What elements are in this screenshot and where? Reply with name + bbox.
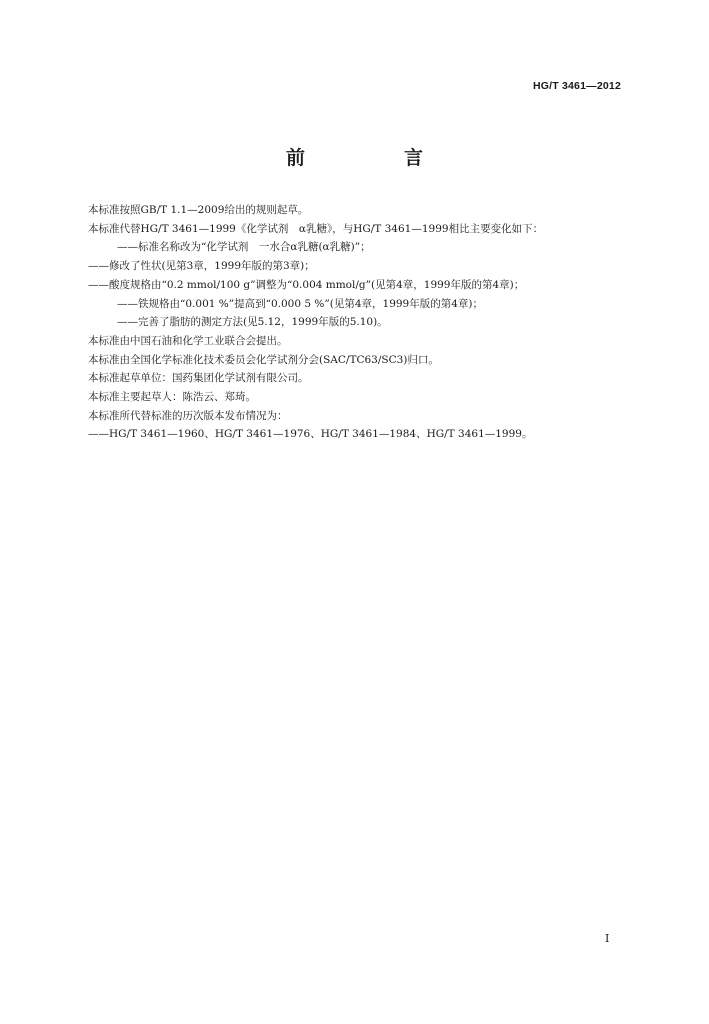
list-item: ——修改了性状(见第3章，1999年版的第3章)； — [88, 260, 315, 273]
list-item: ——酸度规格由“0.2 mmol/100 g”调整为“0.004 mmol/g”(见第4章，1999年版的第4章)； — [88, 278, 525, 291]
list-item: ——标准名称改为“化学试剂 一水合α乳糖(α乳糖)”； — [117, 241, 371, 254]
list-item: ——HG/T 3461—1960、HG/T 3461—1976、HG/T 3461—1984、HG/T 3461—1999。 — [88, 428, 533, 441]
page-number: I — [605, 932, 610, 945]
paragraph-line: 本标准所代替标准的历次版本发布情况为： — [88, 409, 288, 422]
paragraph-line: 本标准起草单位：国药集团化学试剂有限公司。 — [88, 372, 309, 385]
paragraph-line: 本标准由中国石油和化学工业联合会提出。 — [88, 334, 288, 347]
paragraph-line: 本标准主要起草人：陈浩云、郑琦。 — [88, 391, 256, 404]
paragraph-line: 本标准由全国化学标准化技术委员会化学试剂分会(SAC/TC63/SC3)归口。 — [88, 353, 439, 366]
paragraph-line: 本标准按照GB/T 1.1—2009给出的规则起草。 — [88, 204, 309, 216]
list-item: ——完善了脂肪的测定方法(见5.12，1999年版的5.10)。 — [117, 316, 388, 329]
page-title: 前 言 — [285, 147, 463, 169]
foreword-body — [88, 201, 633, 444]
list-item: ——铁规格由“0.001 %”提高到“0.000 5 %”(见第4章，1999年版的第4章)； — [117, 297, 484, 310]
standard-code: HG/T 3461—2012 — [532, 80, 621, 92]
paragraph-line: 本标准代替HG/T 3461—1999《化学试剂 α乳糖》，与HG/T 3461—1999相比主要变化如下： — [88, 222, 544, 235]
